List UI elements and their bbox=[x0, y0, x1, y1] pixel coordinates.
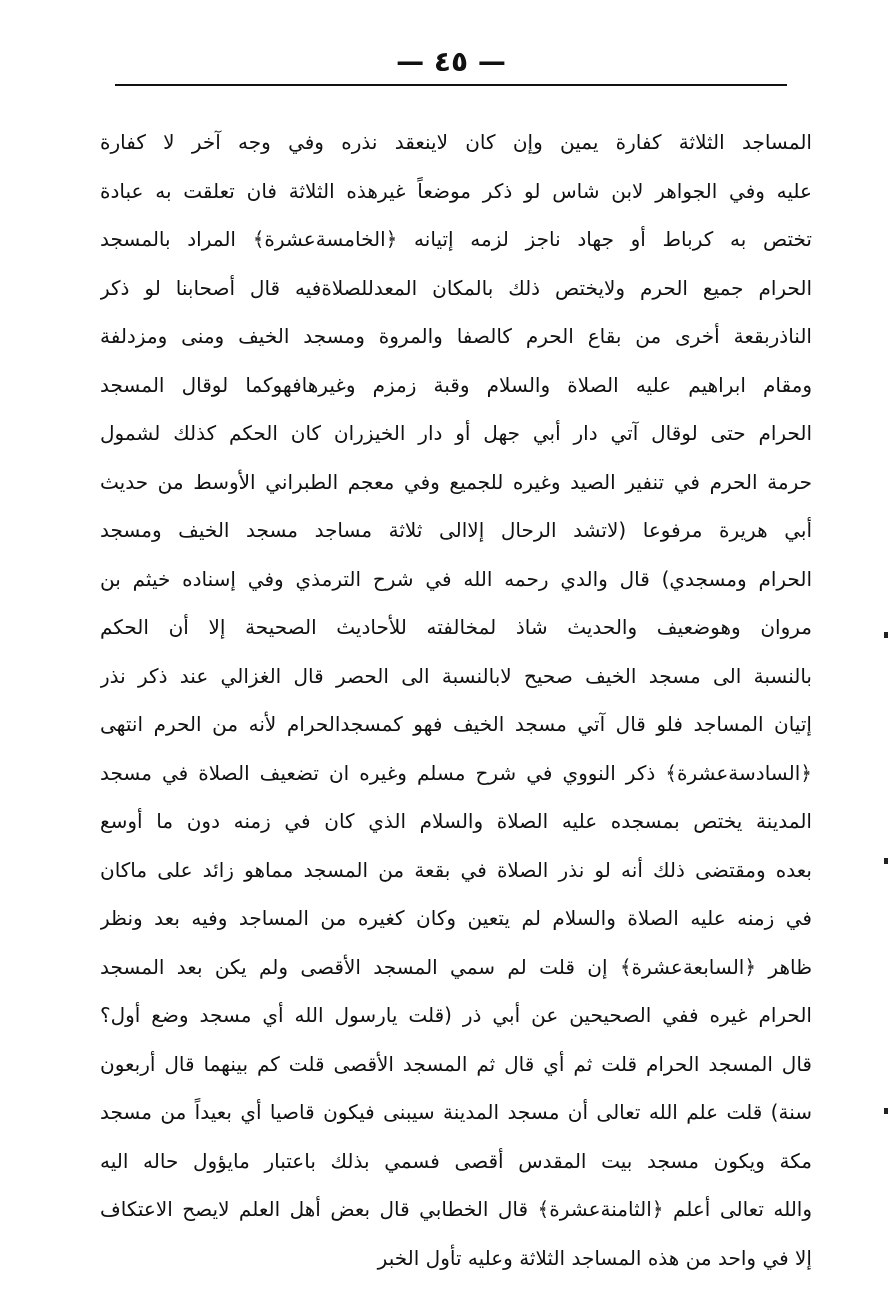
text-line: ﴿السادسةعشرة﴾ ذكر النووي في شرح مسلم وغيره ان تضعيف الصلاة في مسجد bbox=[100, 760, 812, 785]
text-line: إتيان المساجد فلو قال آتي مسجد الخيف فهو كمسجدالحرام لأنه من الحرم انتهى bbox=[100, 712, 812, 736]
header-rule bbox=[115, 84, 787, 86]
text-line: ومقام ابراهيم عليه الصلاة والسلام وقبة زمزم وغيرهافهوكما لوقال المسجد bbox=[100, 372, 812, 397]
text-line: حرمة الحرم في تنفير الصيد وغيره للجميع وفي معجم الطبراني الأوسط من حديث bbox=[100, 469, 812, 494]
page-number: — ٤٥ — bbox=[396, 45, 506, 78]
margin-mark bbox=[884, 632, 888, 638]
text-line: بعده ومقتضى ذلك أنه لو نذر الصلاة في بقعة من المسجد مماهو زائد على ماكان bbox=[100, 857, 812, 882]
text-line: ظاهر ﴿السابعةعشرة﴾ إن قلت لم سمي المسجد الأقصى ولم يكن بعد المسجد bbox=[100, 954, 812, 979]
text-line: المدينة يختص بمسجده عليه الصلاة والسلام الذي كان في زمنه دون ما أوسع bbox=[100, 809, 812, 833]
text-line: الحرام ومسجدي) قال والدي رحمه الله في شرح الترمذي وفي إسناده خيثم بن bbox=[100, 566, 812, 591]
text-line: قال المسجد الحرام قلت ثم أي قال ثم المسجد الأقصى قلت كم بينهما قال أربعون bbox=[100, 1051, 812, 1076]
text-line: أبي هريرة مرفوعا (لاتشد الرحال إلاالى ثلاثة مساجد مسجد الخيف ومسجد bbox=[100, 518, 812, 542]
text-line: بالنسبة الى مسجد الخيف صحيح لابالنسبة الى الحصر قال الغزالي عند ذكر نذر bbox=[100, 663, 812, 688]
text-line: في زمنه عليه الصلاة والسلام لم يتعين وكان كغيره من المساجد وفيه بعد ونظر bbox=[100, 906, 812, 930]
text-line: المساجد الثلاثة كفارة يمين وإن كان لاينعقد نذره وفي وجه آخر لا كفارة bbox=[100, 130, 812, 154]
text-line: مكة ويكون مسجد بيت المقدس أقصى فسمي بذلك باعتبار مايؤول حاله اليه bbox=[100, 1148, 812, 1173]
text-line: مروان وهوضعيف والحديث شاذ لمخالفته للأحاديث الصحيحة إلا أن الحكم bbox=[100, 615, 812, 639]
text-line: تختص به كرباط أو جهاد ناجز لزمه إتيانه ﴿الخامسةعشرة﴾ المراد بالمسجد bbox=[100, 227, 812, 251]
text-line: سنة) قلت علم الله تعالى أن مسجد المدينة سيبنى فيكون قاصيا أي بعيداً من مسجد bbox=[100, 1100, 812, 1124]
text-line: والله تعالى أعلم ﴿الثامنةعشرة﴾ قال الخطابي قال بعض أهل العلم لايصح الاعتكاف bbox=[100, 1197, 812, 1221]
text-line: الناذربقعة أخرى من بقاع الحرم كالصفا والمروة ومسجد الخيف ومنى ومزدلفة bbox=[100, 324, 812, 348]
text-line: عليه وفي الجواهر لابن شاس لو ذكر موضعاً غيرهذه الثلاثة فان تعلقت به عبادة bbox=[100, 178, 812, 203]
text-line: الحرام جميع الحرم ولايختص ذلك بالمكان المعدللصلاةفيه قال أصحابنا لو ذكر bbox=[100, 275, 812, 300]
text-line: الحرام غيره ففي الصحيحين عن أبي ذر (قلت يارسول الله أي مسجد وضع أول؟ bbox=[100, 1003, 812, 1027]
text-line: إلا في واحد من هذه المساجد الثلاثة وعليه تأول الخبر bbox=[377, 1245, 812, 1270]
margin-mark bbox=[884, 858, 888, 864]
margin-mark bbox=[884, 1108, 888, 1114]
text-line: الحرام حتى لوقال آتي دار أبي جهل أو دار الخيزران كان الحكم كذلك لشمول bbox=[100, 421, 812, 445]
page-header bbox=[115, 44, 787, 84]
body-text bbox=[100, 118, 812, 1282]
